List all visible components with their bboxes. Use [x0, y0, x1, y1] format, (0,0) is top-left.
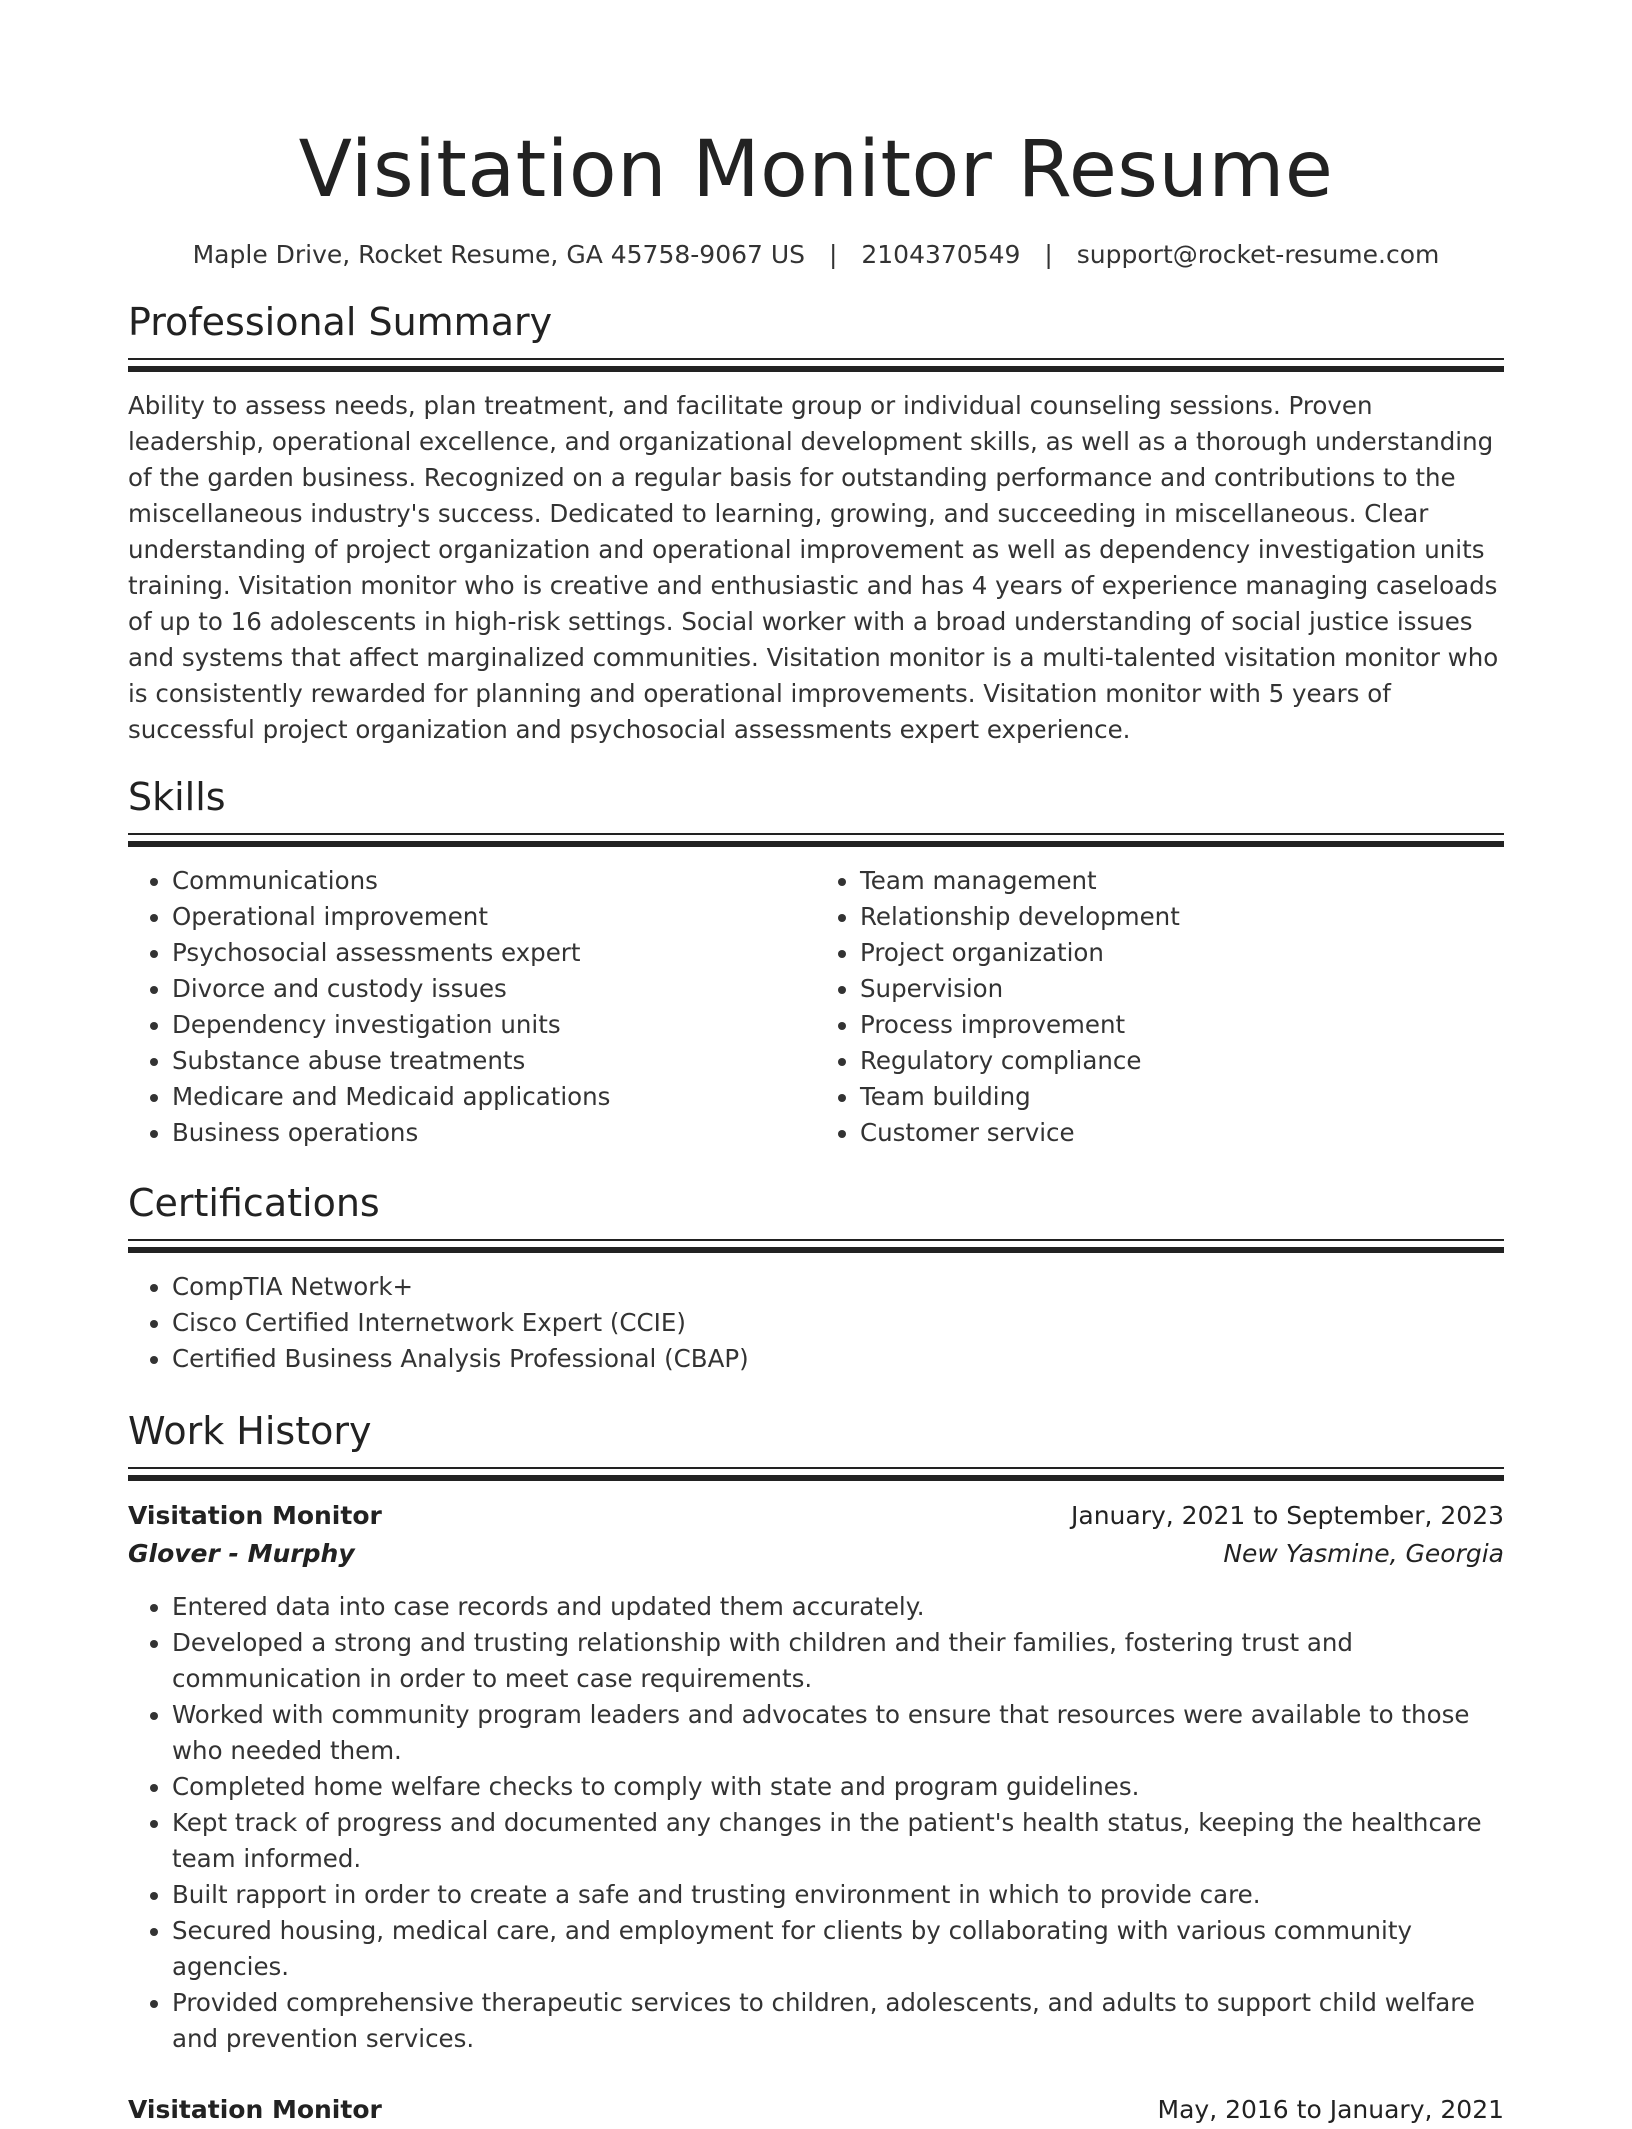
job-header: [128, 2091, 1504, 2129]
job-location: New Yasmine, Georgia: [1223, 1538, 1504, 1568]
job-bullet: • Worked with community program leaders and advocates to ensure that resources were available to those who needed them.: [172, 1697, 1504, 1769]
section-divider: [128, 358, 1504, 372]
skill-item: • Dependency investigation units: [172, 1007, 816, 1043]
contact-separator: |: [828, 240, 838, 269]
section-heading-work-history: Work History: [128, 1408, 372, 1453]
skill-item: • Relationship development: [860, 899, 1504, 935]
contact-phone: 2104370549: [861, 240, 1021, 269]
section-heading-skills: Skills: [128, 774, 226, 819]
certification-item: • CompTIA Network+: [172, 1269, 1504, 1305]
skill-item: • Regulatory compliance: [860, 1043, 1504, 1079]
job-subheader: [128, 1535, 1504, 1573]
contact-address: Maple Drive, Rocket Resume, GA 45758-9067 US: [192, 240, 806, 269]
skills-columns: [128, 863, 1504, 1151]
work-history-section: [128, 1407, 1504, 2129]
job-header: [128, 1497, 1504, 1535]
skill-item: • Substance abuse treatments: [172, 1043, 816, 1079]
job-bullet: • Kept track of progress and documented any changes in the patient's health status, keeping the healthcare team informed.: [172, 1805, 1504, 1877]
job-bullet: • Provided comprehensive therapeutic services to children, adolescents, and adults to support child welfare and prevention services.: [172, 1985, 1504, 2057]
contact-separator: |: [1044, 240, 1053, 269]
resume-title: Visitation Monitor Resume: [298, 125, 1334, 215]
job-bullet: • Entered data into case records and updated them accurately.: [172, 1589, 1504, 1625]
skill-item: • Process improvement: [860, 1007, 1504, 1043]
contact-email: support@rocket-resume.com: [1076, 240, 1440, 269]
skill-item: • Supervision: [860, 971, 1504, 1007]
section-heading-summary: Professional Summary: [128, 300, 553, 344]
job-entry: [128, 1497, 1504, 2057]
skill-item: • Customer service: [860, 1115, 1504, 1151]
section-heading-certifications: Certifications: [128, 1180, 380, 1225]
skill-item: • Psychosocial assessments expert: [172, 935, 816, 971]
job-entry: [128, 2091, 1504, 2129]
skills-section: [128, 773, 1504, 1151]
skill-item: • Communications: [172, 863, 816, 899]
job-bullet: • Built rapport in order to create a safe and trusting environment in which to provide care.: [172, 1877, 1504, 1913]
job-dates: May, 2016 to January, 2021: [1157, 2094, 1504, 2124]
certifications-section: [128, 1179, 1504, 1377]
summary-section: [128, 298, 1504, 748]
skill-item: • Operational improvement: [172, 899, 816, 935]
job-bullet: • Secured housing, medical care, and employment for clients by collaborating with various community agencies.: [172, 1913, 1504, 1985]
skill-item: • Divorce and custody issues: [172, 971, 816, 1007]
job-title: Visitation Monitor: [128, 1500, 382, 1530]
section-divider: [128, 1239, 1504, 1253]
skill-item: • Team management: [860, 863, 1504, 899]
skills-column-right: [816, 863, 1504, 1151]
contact-line: [128, 238, 1504, 272]
job-bullets: [128, 1589, 1504, 2057]
job-bullet: • Developed a strong and trusting relationship with children and their families, fostering trust and communication in order to meet case requirements.: [172, 1625, 1504, 1697]
section-divider: [128, 833, 1504, 847]
summary-text: Ability to assess needs, plan treatment, and facilitate group or individual counseling sessions. Proven leadership, operational excellence, and organizational development skills, as well as a thorough understanding of the garden business. Recognized on a regular basis for outstanding performance and contributions to the miscellaneous industry's success. Dedicated to learning, growing, and succeeding in miscellaneous. Clear understanding of project organization and operational improvement as well as dependency investigation units training. Visitation monitor who is creative and enthusiastic and has 4 years of experience managing caseloads of up to 16 adolescents in high-risk settings. Social worker with a broad understanding of social justice issues and systems that affect marginalized communities. Visitation monitor is a multi-talented visitation monitor who is consistently rewarded for planning and operational improvements. Visitation monitor with 5 years of successful project organization and psychosocial assessments expert experience.: [128, 391, 1499, 744]
job-bullet: • Completed home welfare checks to comply with state and program guidelines.: [172, 1769, 1504, 1805]
skills-column-left: [128, 863, 816, 1151]
certification-item: • Certified Business Analysis Professional (CBAP): [172, 1341, 1504, 1377]
skill-item: • Team building: [860, 1079, 1504, 1115]
certifications-list: [128, 1269, 1504, 1377]
skill-item: • Project organization: [860, 935, 1504, 971]
skill-item: • Medicare and Medicaid applications: [172, 1079, 816, 1115]
job-dates: January, 2021 to September, 2023: [1071, 1500, 1504, 1530]
certification-item: • Cisco Certified Internetwork Expert (CCIE): [172, 1305, 1504, 1341]
section-divider: [128, 1467, 1504, 1481]
skill-item: • Business operations: [172, 1115, 816, 1151]
job-title: Visitation Monitor: [128, 2094, 382, 2124]
job-company: Glover - Murphy: [128, 1538, 355, 1568]
